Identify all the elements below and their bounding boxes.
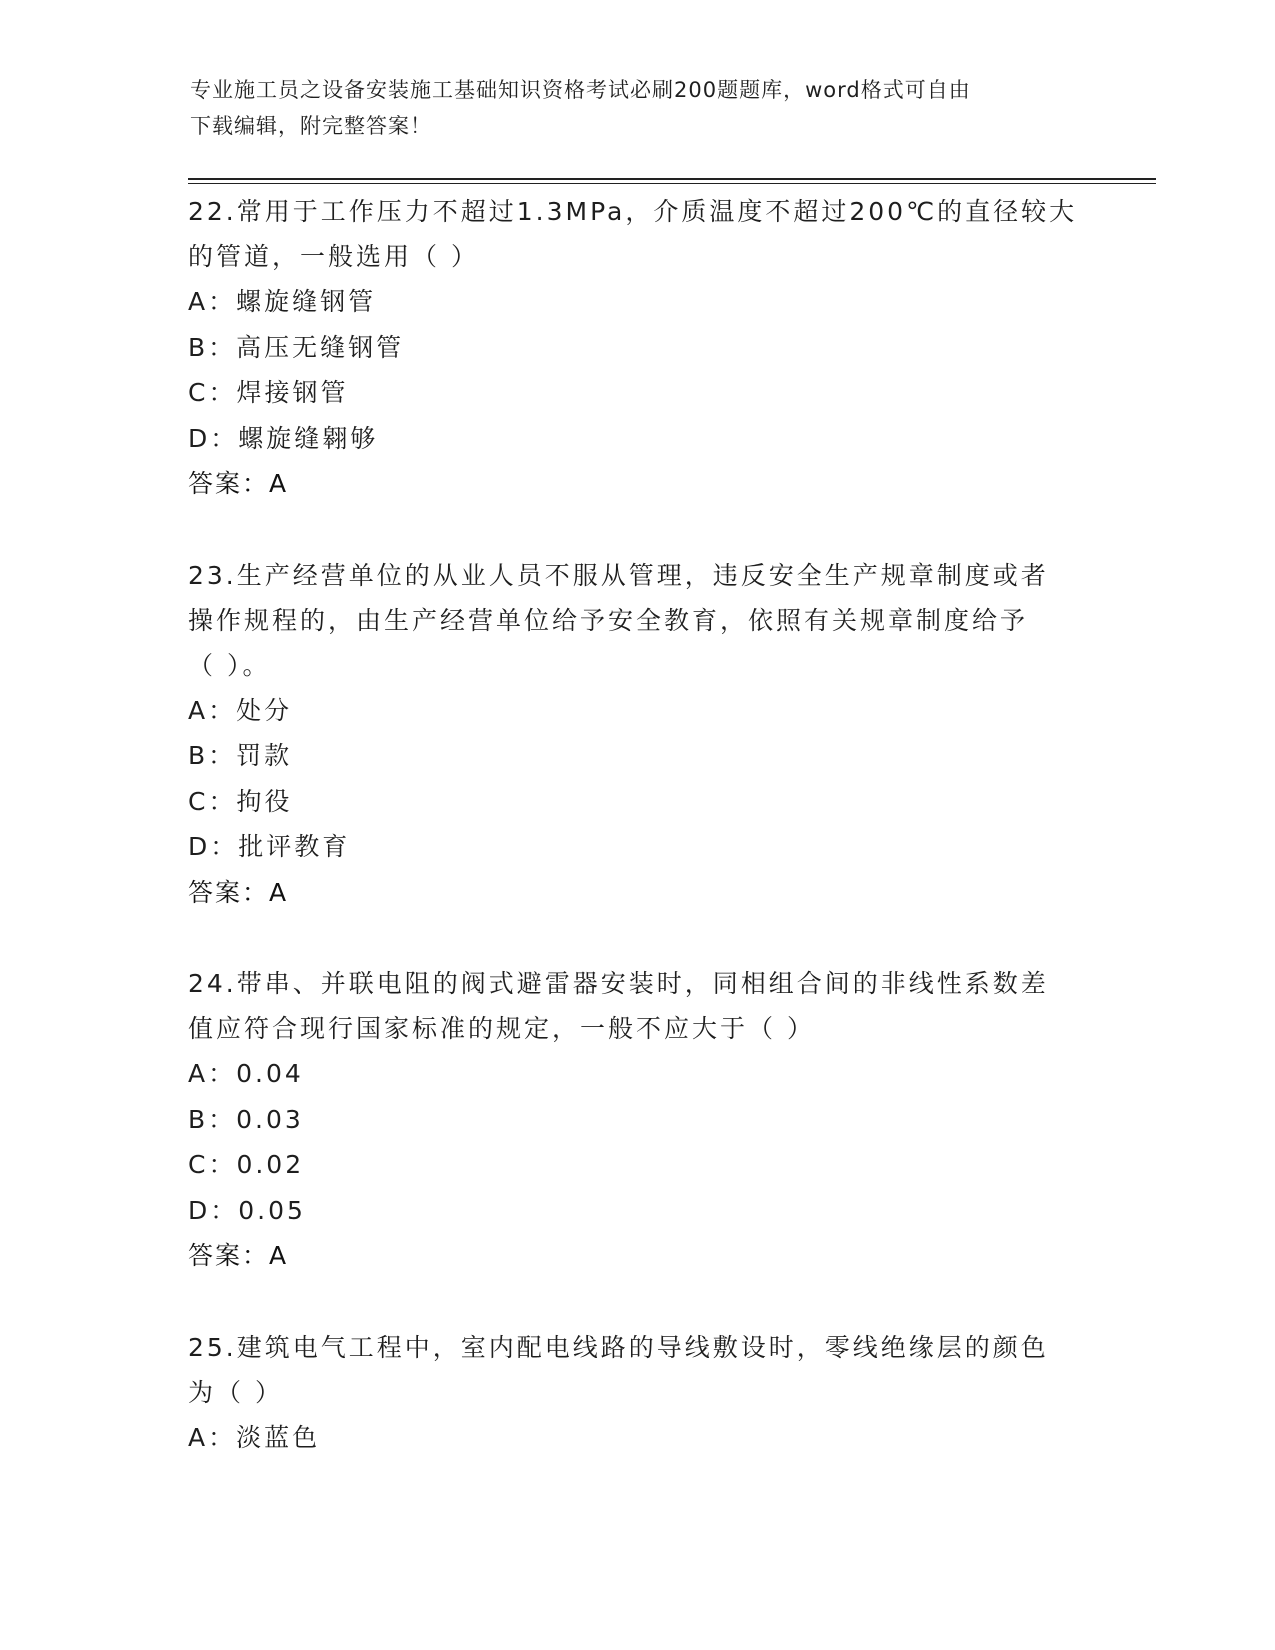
option-a: A：螺旋缝钢管 [188, 287, 377, 316]
question-stem-line: 25.建筑电气工程中，室内配电线路的导线敷设时，零线绝缘层的颜色 [188, 1332, 1049, 1362]
option-a: A：处分 [188, 695, 293, 725]
answer-line: 答案：A [188, 469, 289, 498]
option-d: D：批评教育 [188, 832, 351, 861]
question-stem-line: （ ）。 [188, 650, 271, 680]
question-stem-line: 操作规程的，由生产经营单位给予安全教育，依照有关规章制度给予 [188, 605, 1029, 635]
option-b: B：0.03 [188, 1104, 304, 1134]
question-stem-line: 值应符合现行国家标准的规定，一般不应大于（ ） [188, 1014, 815, 1043]
question-stem-line: 24.带串、并联电阻的阀式避雷器安装时，同相组合间的非线性系数差 [188, 969, 1049, 998]
question-stem-line: 为（ ） [188, 1377, 283, 1407]
question-list [188, 189, 1088, 1506]
question-stem-line: 的管道，一般选用（ ） [188, 242, 479, 271]
header-line-1: 专业施工员之设备安装施工基础知识资格考试必刷200题题库，word格式可自由 [190, 78, 971, 102]
option-b: B：高压无缝钢管 [188, 332, 405, 362]
document-header [190, 72, 1090, 144]
question-25 [188, 1325, 1088, 1461]
option-d: D：0.05 [188, 1195, 306, 1225]
header-rule-thick [188, 178, 1156, 180]
header-line-2: 下载编辑，附完整答案！ [190, 114, 432, 138]
option-b: B：罚款 [188, 741, 293, 770]
answer-line: 答案：A [188, 877, 289, 907]
option-c: C：0.02 [188, 1150, 305, 1179]
question-22 [188, 189, 1088, 507]
option-c: C：拘役 [188, 786, 293, 816]
question-stem-line: 22.常用于工作压力不超过1.3MPa，介质温度不超过200℃的直径较大 [188, 197, 1078, 226]
option-d: D：螺旋缝翱够 [188, 423, 379, 453]
option-a: A：淡蓝色 [188, 1422, 321, 1452]
option-a: A：0.04 [188, 1059, 304, 1088]
option-c: C：焊接钢管 [188, 378, 349, 407]
question-23 [188, 553, 1088, 916]
question-24 [188, 961, 1088, 1279]
answer-line: 答案：A [188, 1241, 289, 1270]
header-rule-thin [188, 183, 1156, 184]
question-stem-line: 23.生产经营单位的从业人员不服从管理，违反安全生产规章制度或者 [188, 560, 1049, 590]
